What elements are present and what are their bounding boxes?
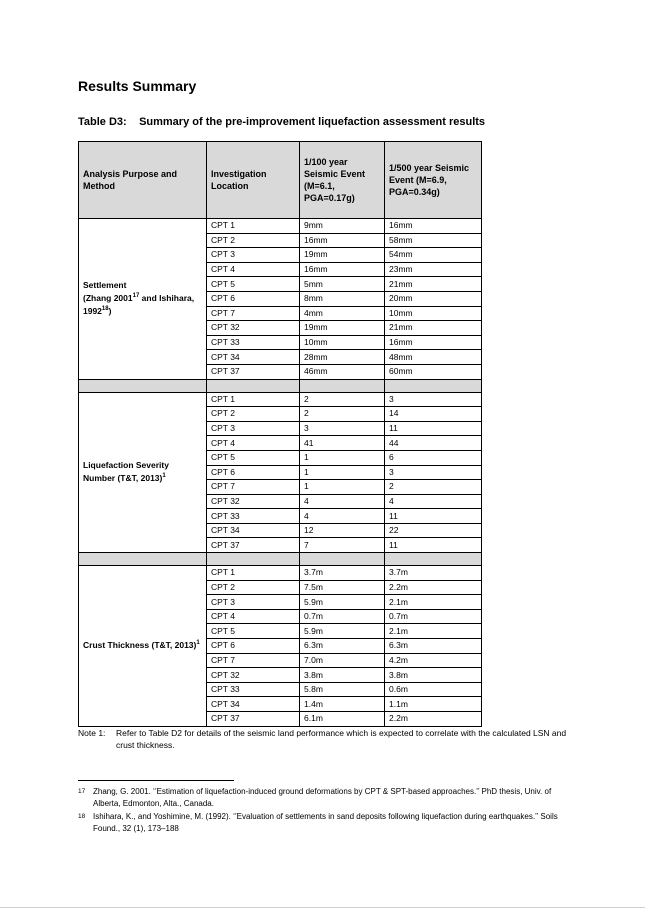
value-500yr-cell: 4: [385, 494, 482, 509]
location-cell: CPT 2: [207, 233, 300, 248]
footnote-18: [78, 811, 558, 834]
value-100yr-cell: 7: [300, 538, 385, 553]
value-100yr-cell: 4: [300, 509, 385, 524]
table-body: [79, 219, 482, 727]
value-500yr-cell: 6.3m: [385, 639, 482, 654]
separator-cell: [207, 553, 300, 566]
value-100yr-cell: 4: [300, 494, 385, 509]
method-ref: ): [108, 306, 112, 317]
location-cell: CPT 34: [207, 350, 300, 365]
location-cell: CPT 32: [207, 494, 300, 509]
method-title: Settlement: [83, 280, 127, 291]
table-header-row: [79, 142, 482, 219]
location-cell: CPT 2: [207, 580, 300, 595]
method-cell: [79, 566, 207, 727]
value-100yr-cell: 41: [300, 436, 385, 451]
header-100yr-event: 1/100 year Seismic Event (M=6.1, PGA=0.17g): [300, 142, 385, 219]
separator-cell: [79, 553, 207, 566]
value-500yr-cell: 54mm: [385, 248, 482, 263]
table-caption: [78, 116, 485, 128]
method-title: Liquefaction Severity Number (T&T, 2013): [83, 460, 169, 484]
value-100yr-cell: 46mm: [300, 364, 385, 379]
value-500yr-cell: 20mm: [385, 291, 482, 306]
group-separator-row: [79, 553, 482, 566]
value-500yr-cell: 1.1m: [385, 697, 482, 712]
note-ref: 1: [196, 640, 200, 647]
location-cell: CPT 7: [207, 653, 300, 668]
location-cell: CPT 4: [207, 436, 300, 451]
separator-cell: [207, 379, 300, 392]
value-500yr-cell: 60mm: [385, 364, 482, 379]
value-100yr-cell: 7.5m: [300, 580, 385, 595]
value-500yr-cell: 16mm: [385, 335, 482, 350]
location-cell: CPT 32: [207, 668, 300, 683]
value-100yr-cell: 1: [300, 480, 385, 495]
location-cell: CPT 34: [207, 523, 300, 538]
value-100yr-cell: 28mm: [300, 350, 385, 365]
separator-cell: [385, 379, 482, 392]
value-100yr-cell: 1.4m: [300, 697, 385, 712]
value-500yr-cell: 11: [385, 538, 482, 553]
location-cell: CPT 1: [207, 392, 300, 407]
value-100yr-cell: 3.8m: [300, 668, 385, 683]
location-cell: CPT 5: [207, 450, 300, 465]
note-label: Note 1:: [78, 728, 106, 738]
value-500yr-cell: 3.7m: [385, 566, 482, 581]
separator-cell: [79, 379, 207, 392]
value-500yr-cell: 21mm: [385, 277, 482, 292]
value-100yr-cell: 5.9m: [300, 624, 385, 639]
location-cell: CPT 7: [207, 306, 300, 321]
method-ref: (Zhang 2001: [83, 293, 133, 304]
table-caption-label: Table D3:: [78, 116, 127, 128]
value-500yr-cell: 11: [385, 509, 482, 524]
value-500yr-cell: 23mm: [385, 262, 482, 277]
value-500yr-cell: 3.8m: [385, 668, 482, 683]
value-100yr-cell: 5.9m: [300, 595, 385, 610]
note-ref: 1: [162, 473, 166, 480]
value-500yr-cell: 2: [385, 480, 482, 495]
value-100yr-cell: 19mm: [300, 321, 385, 336]
note-text: Refer to Table D2 for details of the seismic land performance which is expected to correlate with the calculated LSN and crust thickness.: [116, 728, 567, 750]
footnote-text: Ishihara, K., and Yoshimine, M. (1992). ‘’Evaluation of settlements in sand deposits following liquefaction during earthquakes.’’ Soils Found., 32 (1), 173–188: [93, 812, 558, 833]
value-500yr-cell: 2.2m: [385, 580, 482, 595]
value-100yr-cell: 1: [300, 465, 385, 480]
value-100yr-cell: 8mm: [300, 291, 385, 306]
value-100yr-cell: 2: [300, 407, 385, 422]
value-500yr-cell: 3: [385, 392, 482, 407]
method-title: Crust Thickness (T&T, 2013): [83, 640, 197, 651]
value-100yr-cell: 3.7m: [300, 566, 385, 581]
value-500yr-cell: 0.7m: [385, 609, 482, 624]
value-100yr-cell: 0.7m: [300, 609, 385, 624]
header-500yr-event: 1/500 year Seismic Event (M=6.9, PGA=0.34g): [385, 142, 482, 219]
footnote-ref: 17: [132, 293, 140, 300]
footnote-number: 17: [78, 788, 86, 795]
value-500yr-cell: 48mm: [385, 350, 482, 365]
value-500yr-cell: 2.1m: [385, 624, 482, 639]
value-100yr-cell: 6.3m: [300, 639, 385, 654]
value-100yr-cell: 10mm: [300, 335, 385, 350]
location-cell: CPT 2: [207, 407, 300, 422]
value-100yr-cell: 5.8m: [300, 682, 385, 697]
page-title: Results Summary: [78, 78, 197, 94]
footnote-number: 18: [78, 813, 86, 820]
table-row: [79, 566, 482, 581]
value-100yr-cell: 1: [300, 450, 385, 465]
location-cell: CPT 1: [207, 566, 300, 581]
value-500yr-cell: 58mm: [385, 233, 482, 248]
value-500yr-cell: 14: [385, 407, 482, 422]
location-cell: CPT 33: [207, 509, 300, 524]
footnotes: [78, 786, 558, 836]
value-500yr-cell: 21mm: [385, 321, 482, 336]
method-cell: [79, 219, 207, 380]
value-100yr-cell: 2: [300, 392, 385, 407]
value-100yr-cell: 4mm: [300, 306, 385, 321]
value-500yr-cell: 11: [385, 421, 482, 436]
location-cell: CPT 33: [207, 682, 300, 697]
location-cell: CPT 6: [207, 291, 300, 306]
location-cell: CPT 1: [207, 219, 300, 234]
separator-cell: [300, 379, 385, 392]
value-500yr-cell: 3: [385, 465, 482, 480]
footnote-separator: [78, 780, 234, 781]
separator-cell: [385, 553, 482, 566]
footnote-text: Zhang, G. 2001. ‘’Estimation of liquefaction-induced ground deformations by CPT & SPT-based approaches.’’ PhD thesis, Univ. of Alberta, Edmonton, Alta., Canada.: [93, 787, 552, 808]
value-500yr-cell: 4.2m: [385, 653, 482, 668]
value-500yr-cell: 2.2m: [385, 712, 482, 727]
method-cell: [79, 392, 207, 553]
footnote-ref: 18: [101, 306, 109, 313]
location-cell: CPT 32: [207, 321, 300, 336]
table-caption-text: Summary of the pre-improvement liquefaction assessment results: [139, 116, 486, 128]
results-table: [78, 141, 482, 727]
location-cell: CPT 5: [207, 624, 300, 639]
page-bottom-rule: [0, 907, 645, 908]
location-cell: CPT 4: [207, 262, 300, 277]
value-100yr-cell: 6.1m: [300, 712, 385, 727]
footnote-17: [78, 786, 558, 809]
table-row: [79, 219, 482, 234]
value-100yr-cell: 5mm: [300, 277, 385, 292]
value-500yr-cell: 10mm: [385, 306, 482, 321]
location-cell: CPT 33: [207, 335, 300, 350]
location-cell: CPT 6: [207, 465, 300, 480]
table-row: [79, 392, 482, 407]
location-cell: CPT 6: [207, 639, 300, 654]
location-cell: CPT 5: [207, 277, 300, 292]
location-cell: CPT 37: [207, 538, 300, 553]
value-500yr-cell: 16mm: [385, 219, 482, 234]
table-note: [78, 727, 568, 751]
value-100yr-cell: 7.0m: [300, 653, 385, 668]
value-100yr-cell: 16mm: [300, 262, 385, 277]
location-cell: CPT 37: [207, 364, 300, 379]
separator-cell: [300, 553, 385, 566]
value-500yr-cell: 6: [385, 450, 482, 465]
location-cell: CPT 34: [207, 697, 300, 712]
header-method: Analysis Purpose and Method: [79, 142, 207, 219]
value-100yr-cell: 12: [300, 523, 385, 538]
value-500yr-cell: 0.6m: [385, 682, 482, 697]
value-100yr-cell: 9mm: [300, 219, 385, 234]
value-500yr-cell: 44: [385, 436, 482, 451]
header-location: Investigation Location: [207, 142, 300, 219]
group-separator-row: [79, 379, 482, 392]
location-cell: CPT 37: [207, 712, 300, 727]
location-cell: CPT 3: [207, 595, 300, 610]
location-cell: CPT 3: [207, 248, 300, 263]
value-100yr-cell: 3: [300, 421, 385, 436]
location-cell: CPT 7: [207, 480, 300, 495]
value-500yr-cell: 22: [385, 523, 482, 538]
location-cell: CPT 3: [207, 421, 300, 436]
value-100yr-cell: 19mm: [300, 248, 385, 263]
value-100yr-cell: 16mm: [300, 233, 385, 248]
value-500yr-cell: 2.1m: [385, 595, 482, 610]
location-cell: CPT 4: [207, 609, 300, 624]
method-ref: and Ishihara, 1992: [83, 293, 195, 317]
